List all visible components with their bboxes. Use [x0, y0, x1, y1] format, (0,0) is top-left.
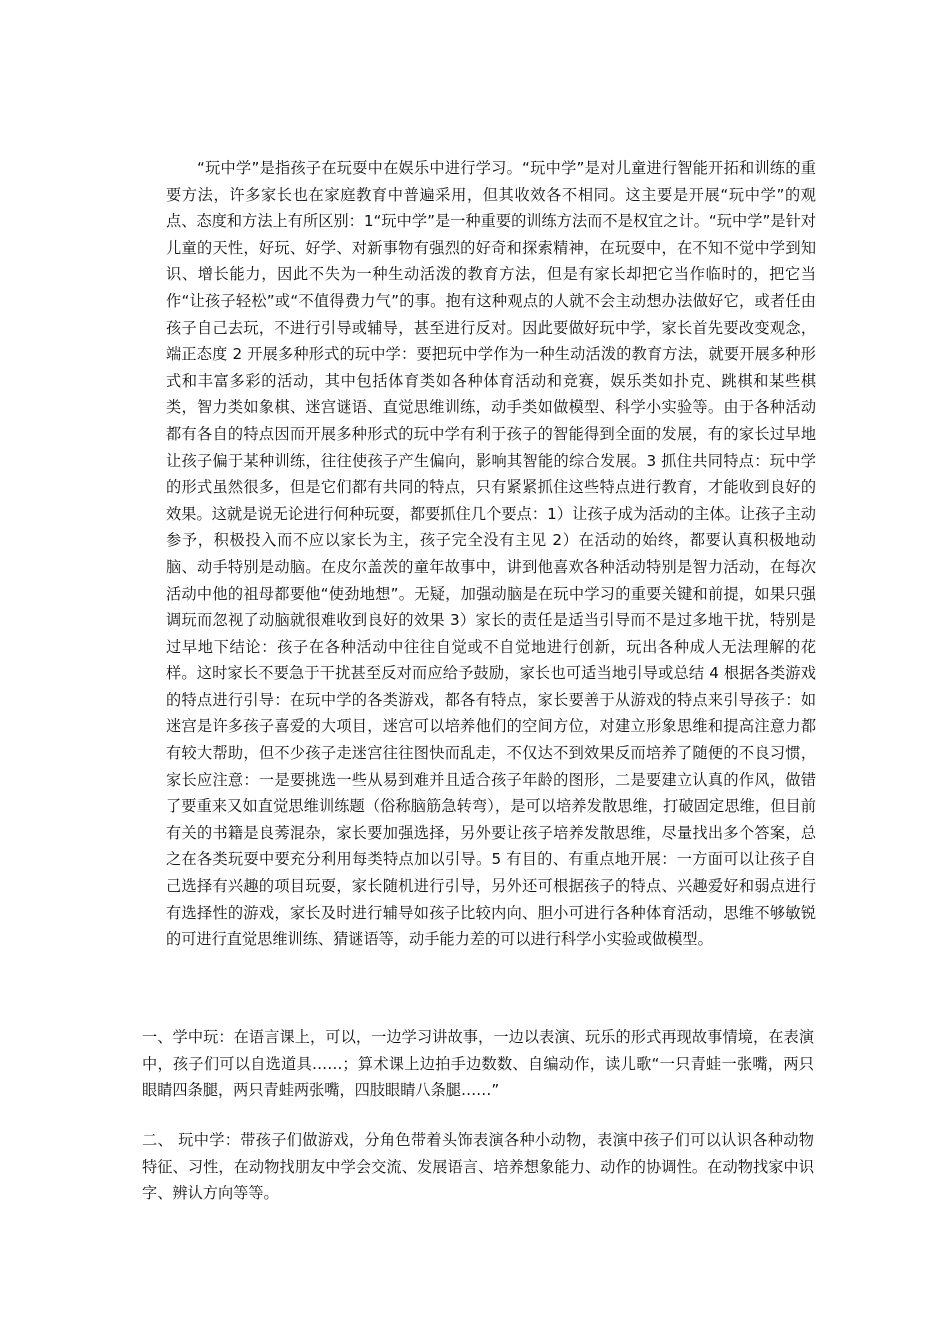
section-learn-in-play: 一、学中玩：在语言课上，可以，一边学习讲故事，一边以表演、玩乐的形式再现故事情境，在表演中，孩子们可以自选道具……；算术课上边拍手边数数、自编动作，读儿歌“一只青蛙一张嘴，两只眼睛四条腿，两只青蛙两张嘴，四肢眼睛八条腿……” [142, 1028, 814, 1099]
main-paragraph: “玩中学”是指孩子在玩耍中在娱乐中进行学习。“玩中学”是对儿童进行智能开拓和训练的重要方法，许多家长也在家庭教育中普遍采用，但其收效各不相同。这主要是开展“玩中学”的观点、态度和方法上有所区别：1“玩中学”是一种重要的训练方法而不是权宜之计。“玩中学”是针对儿童的天性，好玩、好学、对新事物有强烈的好奇和探索精神，在玩耍中，在不知不觉中学到知识、增长能力，因此不失为一种生动活泼的教育方法，但是有家长却把它当作临时的，把它当作“让孩子轻松”或“不值得费力气”的事。抱有这种观点的人就不会主动想办法做好它，或者任由孩子自己去玩，不进行引导或辅导，甚至进行反对。因此要做好玩中学，家长首先要改变观念，端正态度 2 开展多种形式的玩中学：要把玩中学作为一种生动活泼的教育方法，就要开展多种形式和丰富多彩的活动，其中包括体育类如各种体育活动和竞赛，娱乐类如扑克、跳棋和某些棋类，智力类如象棋、迷宫谜语、直觉思维训练，动手类如做模型、科学小实验等。由于各种活动都有各自的特点因而开展多种形式的玩中学有利于孩子的智能得到全面的发展，有的家长过早地让孩子偏于某种训练，往往使孩子产生偏向，影响其智能的综合发展。3 抓住共同特点：玩中学的形式虽然很多，但是它们都有共同的特点，只有紧紧抓住这些特点进行教育，才能收到良好的效果。这就是说无论进行何种玩耍，都要抓住几个要点：1）让孩子成为活动的主体。让孩子主动参予，积极投入而不应以家长为主，孩子完全没有主见 2）在活动的始终，都要认真积极地动脑、动手特别是动脑。在皮尔盖茨的童年故事中，讲到他喜欢各种活动特别是智力活动，在每次活动中他的祖母都要他“使劲地想”。无疑，加强动脑是在玩中学习的重要关键和前提，如果只强调玩而忽视了动脑就很难收到良好的效果 3）家长的责任是适当引导而不是过多地干扰，特别是过早地下结论：孩子在各种活动中往往自觉或不自觉地进行创新，玩出各种成人无法理解的花样。这时家长不要急于干扰甚至反对而应给予鼓励，家长也可适当地引导或总结 4 根据各类游戏的特点进行引导：在玩中学的各类游戏，都各有特点，家长要善于从游戏的特点来引导孩子：如迷宫是许多孩子喜爱的大项目，迷宫可以培养他们的空间方位，对建立形象思维和提高注意力都有较大帮助，但不少孩子走迷宫往往图快而乱走，不仅达不到效果反而培养了随便的不良习惯，家长应注意：一是要挑选一些从易到难并且适合孩子年龄的图形，二是要建立认真的作风，做错了要重来又如直觉思维训练题（俗称脑筋急转弯），是可以培养发散思维，打破固定思维，但目前有关的书籍是良莠混杂，家长要加强选择，另外要让孩子培养发散思维，尽量找出多个答案，总之在各类玩耍中要充分利用每类特点加以引导。5 有目的、有重点地开展：一方面可以让孩子自己选择有兴趣的项目玩耍，家长随机进行引导，另外还可根据孩子的特点、兴趣爱好和弱点进行有选择性的游戏，家长及时进行辅导如孩子比较内向、胆小可进行各种体育活动，思维不够敏锐的可进行直觉思维训练、猜谜语等，动手能力差的可以进行科学小实验或做模型。 [166, 159, 816, 949]
section-play-to-learn: 二、 玩中学：带孩子们做游戏，分角色带着头饰表演各种小动物，表演中孩子们可以认识各种动物特征、习性，在动物找朋友中学会交流、发展语言、培养想象能力、动作的协调性。在动物找家中识字、辨认方向等等。 [142, 1131, 814, 1202]
